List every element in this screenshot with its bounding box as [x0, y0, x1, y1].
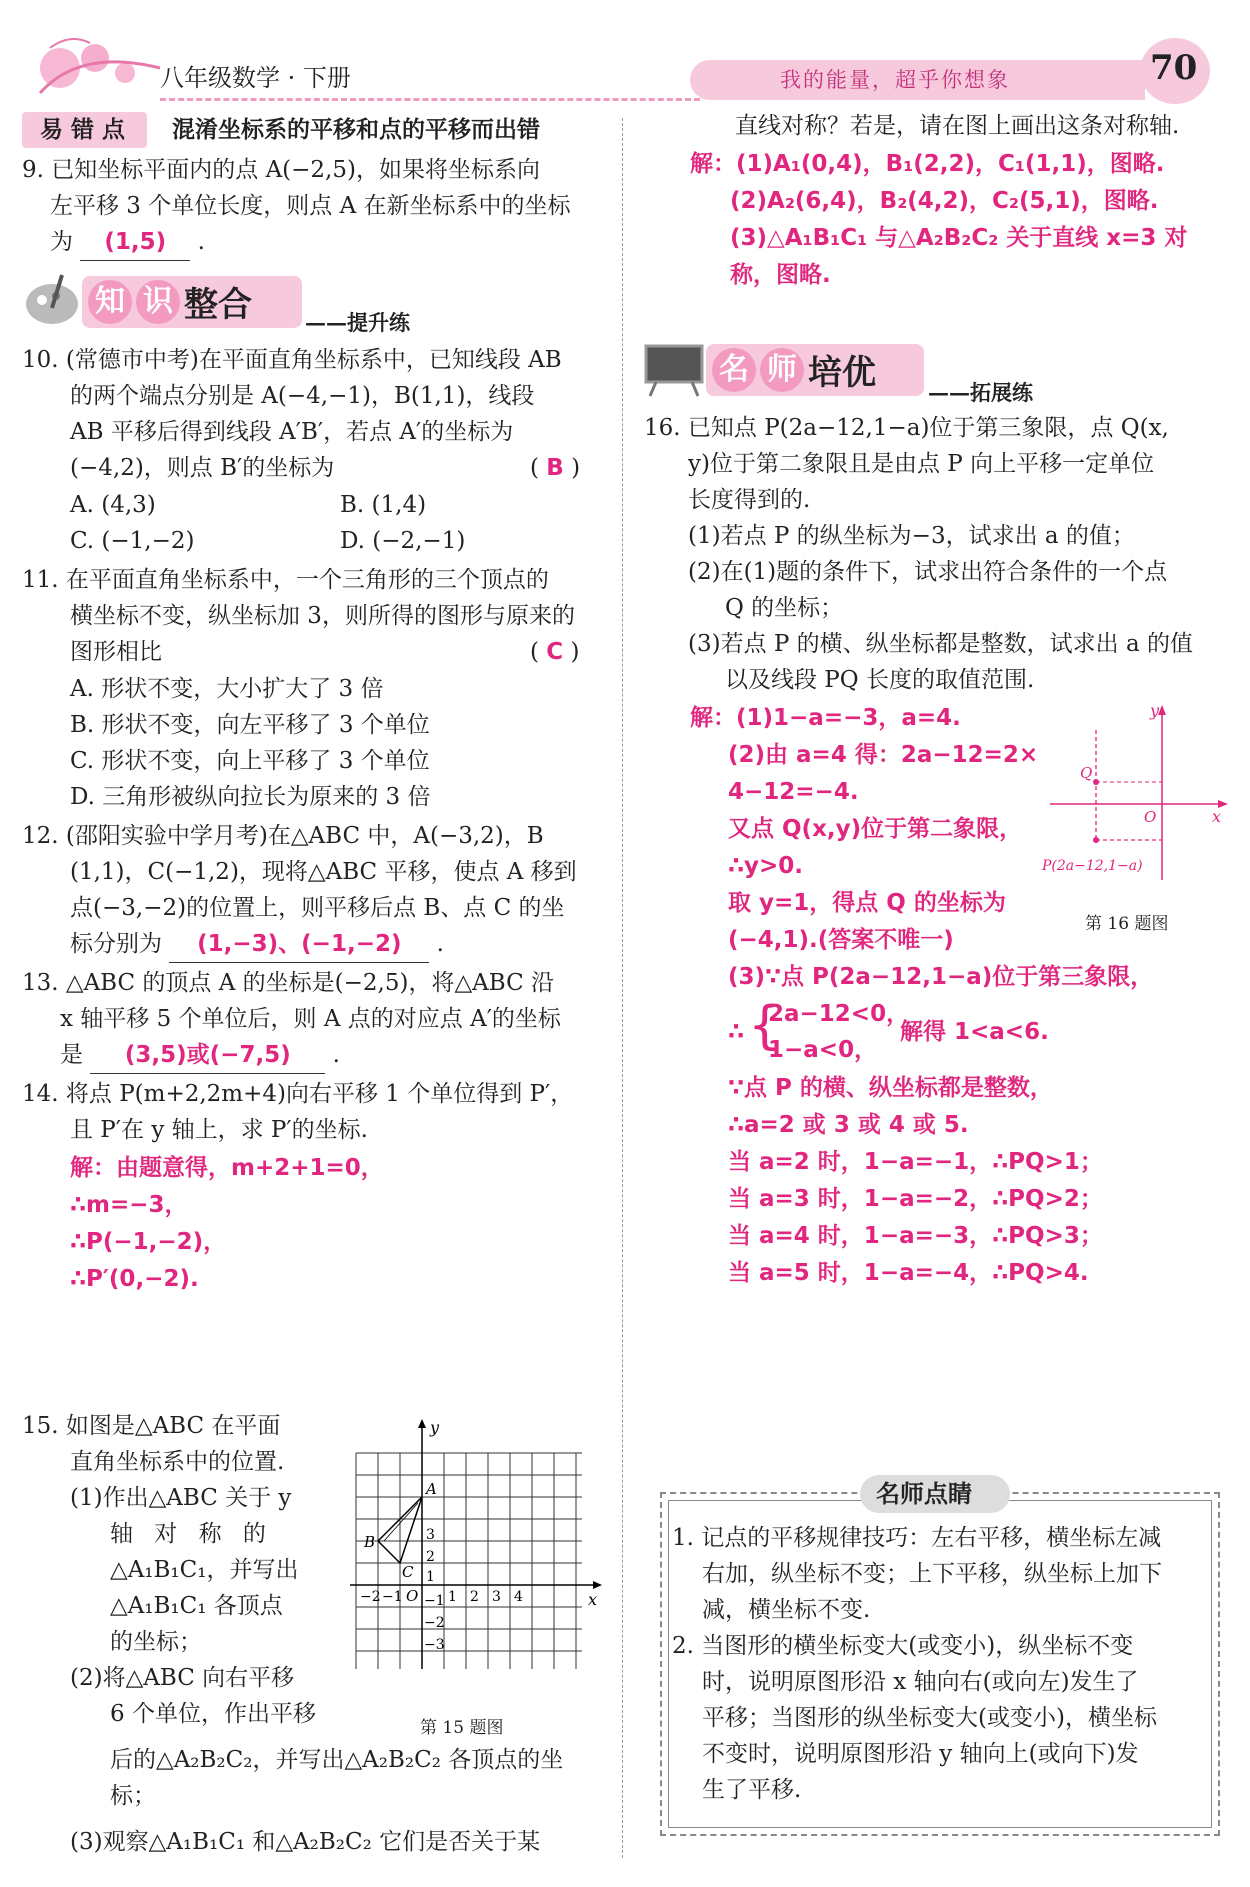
q12-line3: 点(−3,−2)的位置上，则平移后点 B、点 C 的坐 [70, 895, 565, 921]
grid-y-label: y [430, 1418, 440, 1437]
q14-solution2: ∴m=−3， [70, 1192, 188, 1218]
q16-solution11: ∴a=2 或 3 或 4 或 5. [728, 1112, 969, 1138]
grid-origin-label: O [406, 1587, 419, 1605]
q16-caption: 第 16 题图 [1085, 914, 1169, 934]
q13-line3 [60, 1037, 340, 1074]
q11-option-d: D. 三角形被纵向拉长为原来的 3 倍 [70, 784, 431, 810]
q10-answer-bracket: ( B ) [530, 455, 581, 481]
header-slogan: 我的能量，超乎你想象 [780, 68, 1010, 92]
q10-answer: B [546, 455, 564, 481]
q16-line4: (1)若点 P 的纵坐标为−3，试求出 a 的值； [688, 523, 1135, 549]
x-tick: −2 [360, 1589, 381, 1605]
q16-solution9c: 解得 1<a<6. [900, 1019, 1049, 1045]
column-divider [622, 118, 623, 1858]
section2-subtitle: ——拓展练 [928, 380, 1033, 405]
q14-solution4: ∴P′(0,−2). [70, 1266, 199, 1292]
q15-line12: (3)观察△A₁B₁C₁ 和△A₂B₂C₂ 它们是否关于某 [70, 1829, 541, 1855]
q11-option-c: C. 形状不变，向上平移了 3 个单位 [70, 748, 430, 774]
q12-suffix: . [436, 931, 444, 957]
y-tick: −3 [424, 1637, 445, 1653]
y-tick: −2 [424, 1615, 445, 1631]
x-tick: −1 [382, 1589, 403, 1605]
header-dash-line [160, 98, 700, 101]
q10-option-c: C. (−1,−2) [70, 528, 195, 554]
q16-line2: y)位于第二象限且是由点 P 向上平移一定单位 [688, 451, 1155, 477]
q15-line1: 15. 如图是△ABC 在平面 [22, 1413, 281, 1439]
q12-answer: (1,−3)、(−1,−2) [169, 926, 429, 963]
q16-solution3: 4−12=−4. [728, 779, 859, 805]
header-flourish [20, 28, 170, 108]
q13-prefix: 是 [60, 1042, 83, 1068]
fig16-point-q [1093, 779, 1099, 785]
q13-line2: x 轴平移 5 个单位后，则 A 点的对应点 A′的坐标 [60, 1006, 561, 1032]
tip-line3: 减，横坐标不变. [702, 1597, 871, 1623]
q16-solution9b: 1−a<0， [768, 1037, 878, 1063]
grid-x-label: x [588, 1590, 598, 1609]
y-tick: 1 [426, 1569, 435, 1585]
fig16-origin-label: O [1144, 808, 1157, 826]
error-point-title: 混淆坐标系的平移和点的平移而出错 [172, 117, 540, 143]
q10-line1: 10. (常德市中考)在平面直角坐标系中，已知线段 AB [22, 347, 562, 373]
q15-line8: (2)将△ABC 向右平移 [70, 1665, 295, 1691]
section2-title [712, 348, 876, 395]
q12-line1: 12. (邵阳实验中学月考)在△ABC 中，A(−3,2)，B [22, 823, 544, 849]
q12-line2: (1,1)，C(−1,2)，现将△ABC 平移，使点 A 移到 [70, 859, 577, 885]
section1-subtitle: ——提升练 [305, 310, 410, 335]
q15-line3: (1)作出△ABC 关于 y [70, 1485, 292, 1511]
q16-line6: Q 的坐标； [725, 595, 844, 621]
y-tick: 3 [426, 1527, 435, 1543]
q16-solution2: (2)由 a=4 得：2a−12=2× [728, 742, 1039, 768]
q16-solution12: 当 a=2 时，1−a=−1，∴PQ>1； [728, 1149, 1103, 1175]
q16-solution5: ∴y>0. [728, 853, 804, 879]
tip-line2: 右加，纵坐标不变；上下平移，纵坐标上加下 [702, 1561, 1162, 1587]
q9-line2: 左平移 3 个单位长度，则点 A 在新坐标系中的坐标 [50, 193, 571, 219]
section2-heading: 培优 [808, 353, 876, 393]
fig16-point-p [1093, 837, 1099, 843]
q16-solution4: 又点 Q(x,y)位于第二象限， [728, 816, 1023, 842]
q16-solution15: 当 a=5 时，1−a=−4，∴PQ>4. [728, 1260, 1089, 1286]
q16-solution6: 取 y=1，得点 Q 的坐标为 [728, 890, 1006, 916]
q15-line5: △A₁B₁C₁，并写出 [110, 1557, 299, 1583]
y-tick: −1 [424, 1593, 445, 1609]
section1-title [88, 280, 252, 327]
header-book-title: 八年级数学 · 下册 [160, 64, 351, 92]
q16-brace: { [748, 996, 782, 1056]
q9-line3 [50, 224, 205, 261]
q10-line2: 的两个端点分别是 A(−4,−1)，B(1,1)，线段 [70, 383, 535, 409]
x-axis-arrow [593, 1581, 602, 1589]
tip-line4: 2. 当图形的横坐标变大(或变小)，纵坐标不变 [672, 1633, 1134, 1659]
q10-option-b: B. (1,4) [340, 492, 427, 518]
q16-solution1: 解：(1)1−a=−3，a=4. [690, 705, 961, 731]
q15-solution3: (3)△A₁B₁C₁ 与△A₂B₂C₂ 关于直线 x=3 对 [730, 225, 1188, 251]
q16-figure [1040, 700, 1230, 890]
q14-line1: 14. 将点 P(m+2,2m+4)向右平移 1 个单位得到 P′， [22, 1081, 574, 1107]
q16-solution9-prefix: ∴ [728, 1019, 745, 1045]
q15-caption: 第 15 题图 [420, 1718, 504, 1738]
tip-line6: 平移；当图形的纵坐标变大(或变小)，横坐标 [702, 1705, 1157, 1731]
tip-title: 名师点睛 [876, 1480, 972, 1508]
q11-option-a: A. 形状不变，大小扩大了 3 倍 [70, 676, 384, 702]
q10-option-a: A. (4,3) [70, 492, 156, 518]
q13-line1: 13. △ABC 的顶点 A 的坐标是(−2,5)，将△ABC 沿 [22, 970, 554, 996]
q11-answer-bracket: ( C ) [530, 639, 580, 665]
point-b-label: B [364, 1533, 376, 1551]
q13-suffix: . [332, 1042, 340, 1068]
y-tick: 2 [426, 1549, 435, 1565]
q16-line1: 16. 已知点 P(2a−12,1−a)位于第三象限，点 Q(x, [644, 415, 1169, 441]
q14-solution3: ∴P(−1,−2)， [70, 1229, 227, 1255]
q9-suffix: . [197, 229, 205, 255]
q16-solution9a: 2a−12<0， [768, 1001, 910, 1027]
q16-solution7: (−4,1).(答案不唯一) [728, 927, 954, 953]
fig16-q-label: Q [1080, 764, 1093, 782]
q15-line9: 6 个单位，作出平移 [110, 1701, 316, 1727]
q9-prefix: 为 [50, 229, 73, 255]
q10-line4: (−4,2)，则点 B′的坐标为 [70, 455, 335, 481]
q16-solution8: (3)∵点 P(2a−12,1−a)位于第三象限， [728, 964, 1154, 990]
x-tick: 4 [514, 1589, 523, 1605]
section1-char1: 知 [88, 280, 132, 324]
x-tick: 3 [492, 1589, 501, 1605]
q15-line7: 的坐标； [110, 1629, 202, 1655]
q14-solution1: 解：由题意得，m+2+1=0， [70, 1155, 384, 1181]
q9-answer: (1,5) [80, 224, 190, 261]
x-tick: 2 [470, 1589, 479, 1605]
q10-line3: AB 平移后得到线段 A′B′，若点 A′的坐标为 [70, 419, 514, 445]
page-number: 70 [1150, 48, 1198, 88]
tip-line7: 不变时，说明原图形沿 y 轴向上(或向下)发 [702, 1741, 1139, 1767]
q16-solution14: 当 a=4 时，1−a=−3，∴PQ>3； [728, 1223, 1103, 1249]
q15-line6: △A₁B₁C₁ 各顶点 [110, 1593, 283, 1619]
q15-solution1: 解：(1)A₁(0,4)，B₁(2,2)，C₁(1,1)，图略. [690, 151, 1165, 177]
q11-line1: 11. 在平面直角坐标系中，一个三角形的三个顶点的 [22, 567, 549, 593]
q11-line2: 横坐标不变，纵坐标加 3，则所得的图形与原来的 [70, 603, 575, 629]
q16-line7: (3)若点 P 的横、纵坐标都是整数，试求出 a 的值 [688, 631, 1194, 657]
q16-line5: (2)在(1)题的条件下，试求出符合条件的一个点 [688, 559, 1168, 585]
q12-prefix: 标分别为 [70, 931, 162, 957]
tip-line8: 生了平移. [702, 1777, 802, 1803]
fig16-x-label: x [1212, 807, 1222, 826]
q10-option-d: D. (−2,−1) [340, 528, 466, 554]
q11-line3: 图形相比 [70, 639, 162, 665]
q15-line4: 轴 对 称 的 [110, 1521, 266, 1547]
q13-answer: (3,5)或(−7,5) [90, 1037, 325, 1074]
blackboard-icon [642, 340, 706, 398]
x-tick: 1 [448, 1589, 457, 1605]
point-c-label: C [402, 1563, 414, 1581]
y-axis-arrow [418, 1419, 426, 1428]
q16-line3: 长度得到的. [688, 487, 811, 513]
q15-line10: 后的△A₂B₂C₂，并写出△A₂B₂C₂ 各顶点的坐 [110, 1747, 564, 1773]
tip-line5: 时，说明原图形沿 x 轴向右(或向左)发生了 [702, 1669, 1139, 1695]
tip-line1: 1. 记点的平移规律技巧：左右平移，横坐标左减 [672, 1525, 1162, 1551]
q9-line1: 9. 已知坐标平面内的点 A(−2,5)，如果将坐标系向 [22, 157, 540, 183]
q12-line4 [70, 926, 444, 963]
q14-line2: 且 P′在 y 轴上，求 P′的坐标. [70, 1117, 368, 1143]
q16-solution10: ∵点 P 的横、纵坐标都是整数， [728, 1075, 1053, 1101]
q15-right-line: 直线对称？若是，请在图上画出这条对称轴. [735, 113, 1180, 139]
q11-option-b: B. 形状不变，向左平移了 3 个单位 [70, 712, 430, 738]
section2-char2: 师 [760, 348, 804, 392]
grid-lines [356, 1453, 582, 1669]
q16-solution13: 当 a=3 时，1−a=−2，∴PQ>2； [728, 1186, 1103, 1212]
q11-answer: C [546, 639, 564, 665]
q16-line8: 以及线段 PQ 长度的取值范围. [725, 667, 1035, 693]
section2-char1: 名 [712, 348, 756, 392]
fig16-y-arrow [1158, 705, 1166, 715]
section1-heading: 整合 [184, 285, 252, 325]
q15-solution2: (2)A₂(6,4)，B₂(4,2)，C₂(5,1)，图略. [730, 188, 1159, 214]
q15-solution4: 称，图略. [730, 262, 831, 288]
palette-icon [22, 270, 82, 330]
fig16-p-label: P(2a−12,1−a) [1042, 858, 1143, 874]
q15-line2: 直角坐标系中的位置. [70, 1449, 285, 1475]
q15-grid-figure [350, 1415, 610, 1675]
section1-char2: 识 [136, 280, 180, 324]
error-point-tag-label: 易 错 点 [40, 117, 126, 143]
fig16-y-label: y [1150, 701, 1160, 720]
point-a-label: A [426, 1480, 437, 1498]
q15-line11: 标； [110, 1783, 156, 1809]
